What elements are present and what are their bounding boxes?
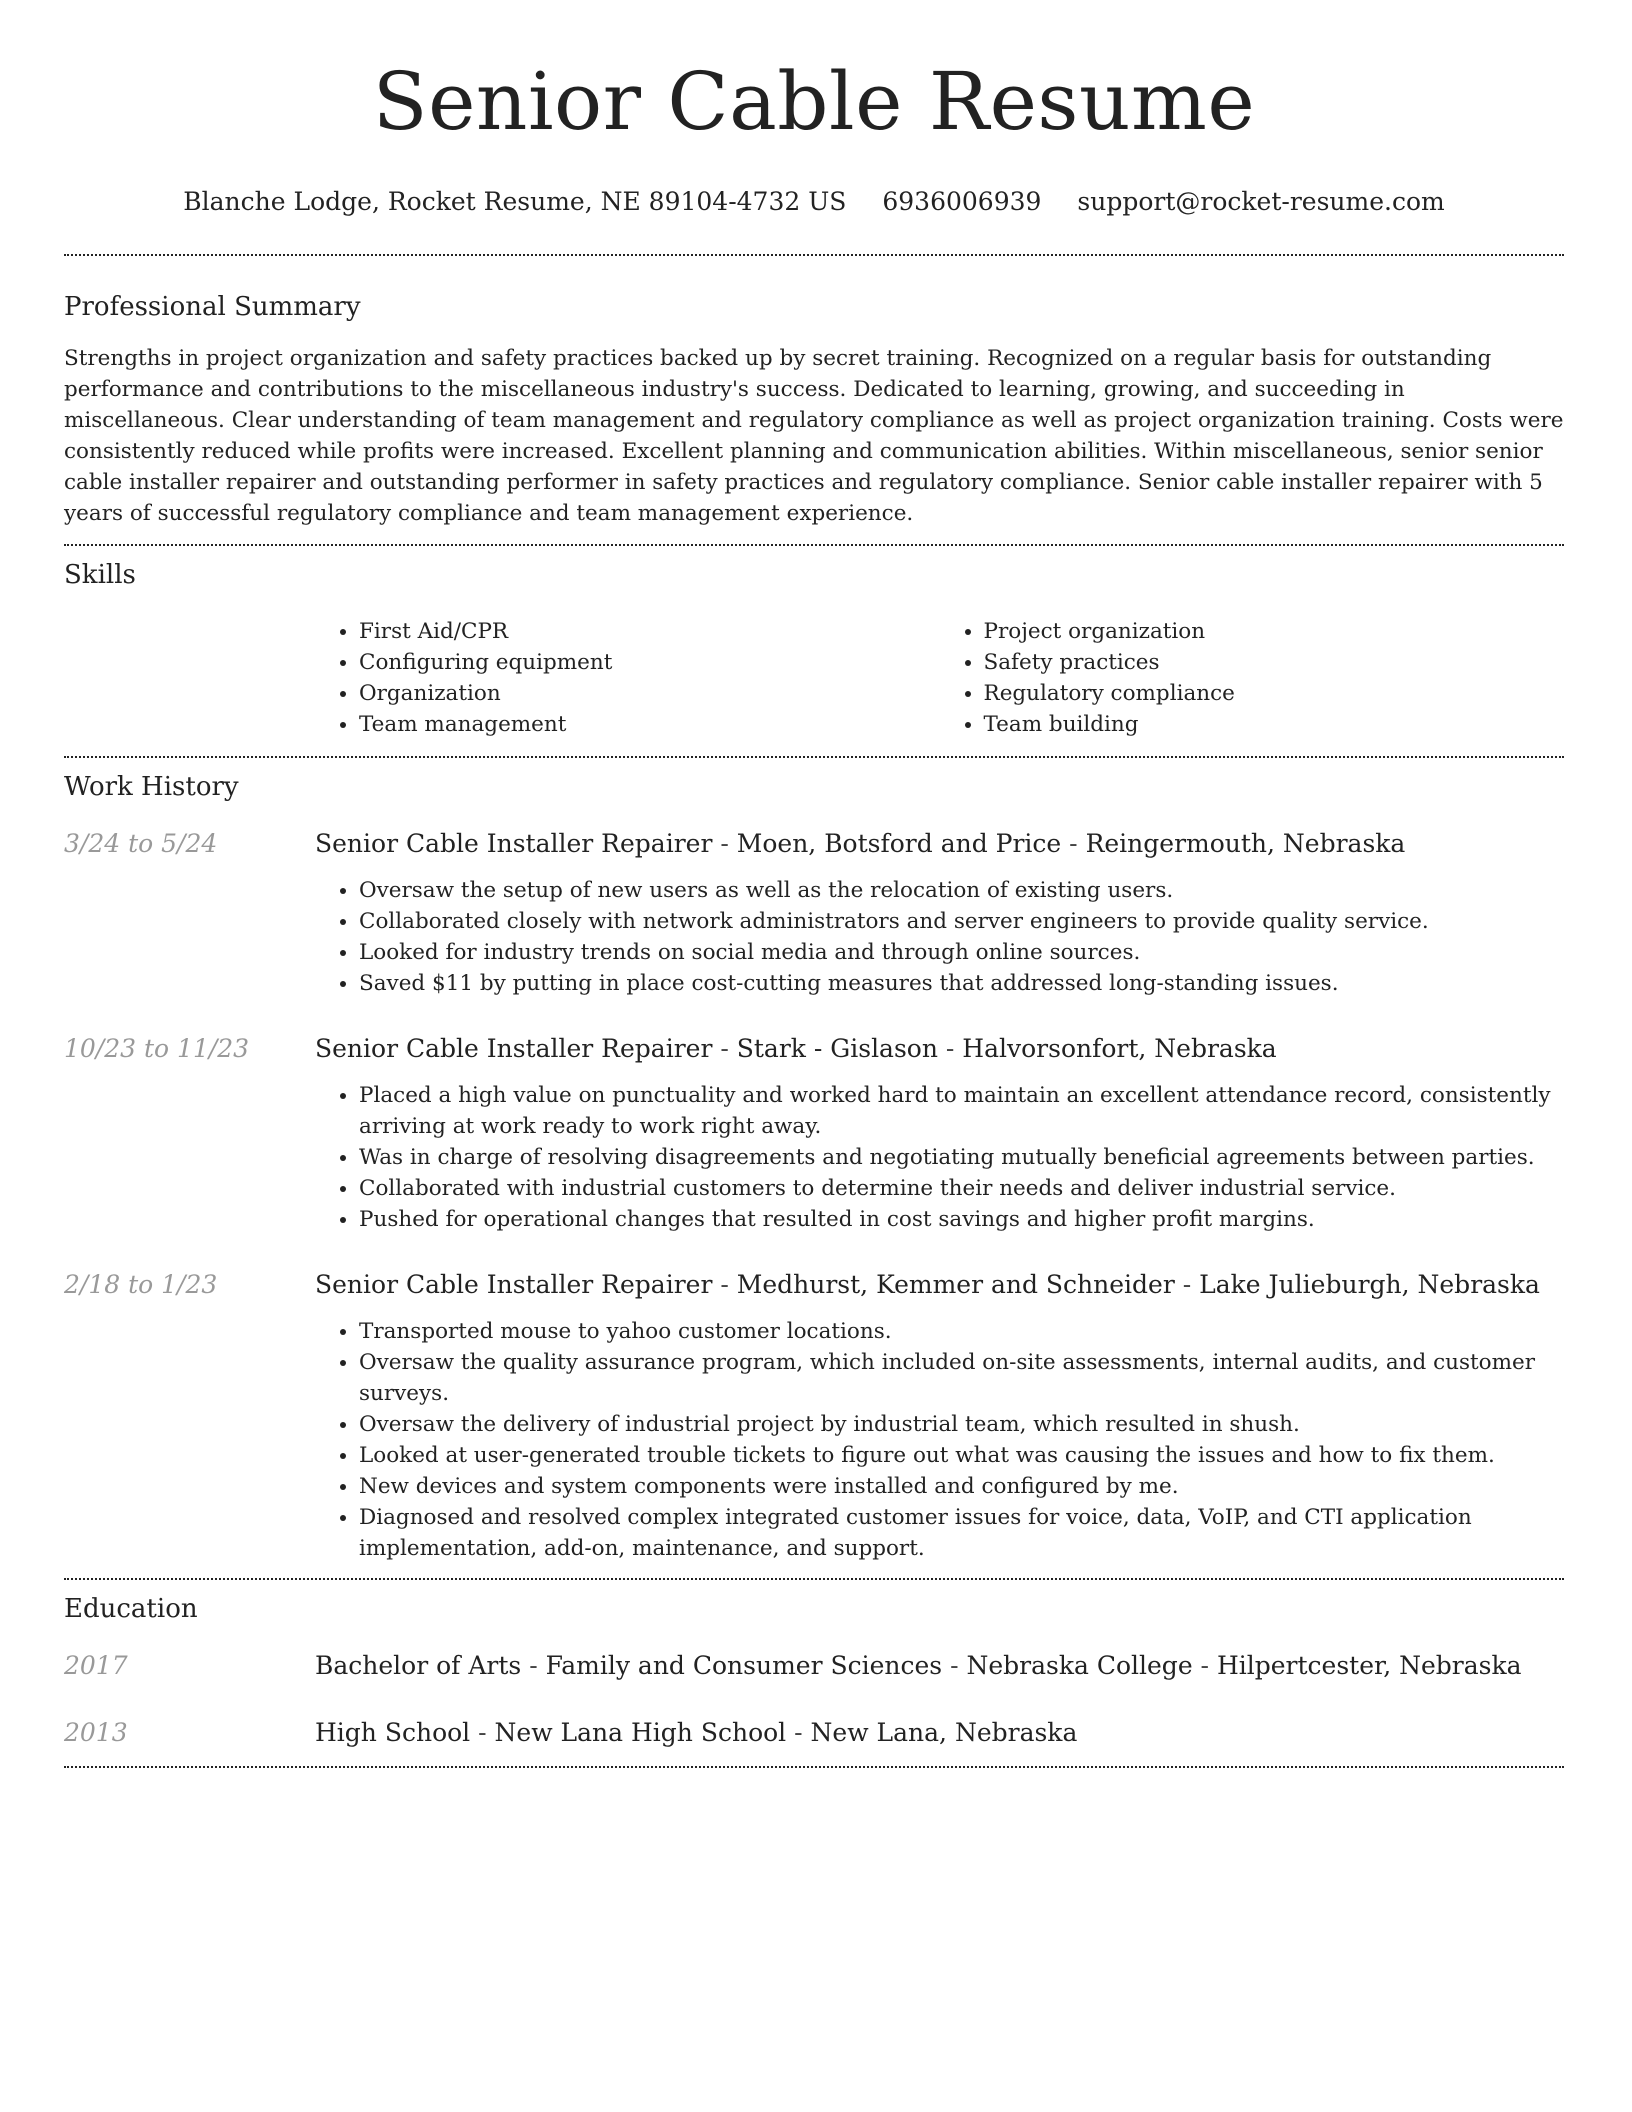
- job-heading: [315, 1268, 1540, 1302]
- skills-list: [315, 616, 1564, 740]
- skill-item: • Configuring equipment: [359, 647, 940, 678]
- job-bullets: [315, 1080, 1564, 1235]
- education-location: New Lana, Nebraska: [810, 1718, 1078, 1747]
- job-bullet: • Pushed for operational changes that resulted in cost savings and higher profit margins.: [359, 1204, 1564, 1235]
- job-bullet: • Oversaw the quality assurance program, which included on-site assessments, internal audits, and customer surveys.: [359, 1347, 1564, 1409]
- job-bullet: • Collaborated with industrial customers to determine their needs and deliver industrial service.: [359, 1173, 1564, 1204]
- job-heading: [315, 827, 1405, 861]
- separator: -: [786, 1718, 811, 1747]
- separator: -: [712, 829, 737, 858]
- skills-section: [64, 546, 1564, 740]
- skills-column-right: [940, 616, 1565, 740]
- job-bullet: • New devices and system components were installed and configured by me.: [359, 1471, 1564, 1502]
- job-dates: 10/23 to 11/23: [64, 1034, 250, 1063]
- skill-item: • Organization: [359, 678, 940, 709]
- job-dates: 2/18 to 1/23: [64, 1270, 218, 1299]
- separator: -: [1061, 829, 1086, 858]
- contact-line: [64, 186, 1564, 218]
- job-title: Senior Cable Installer Repairer: [315, 1034, 713, 1063]
- separator: -: [1192, 1651, 1217, 1680]
- summary-heading: Professional Summary: [64, 292, 361, 322]
- skill-item: • Project organization: [984, 616, 1565, 647]
- education-location: Hilpertcester, Nebraska: [1216, 1651, 1522, 1680]
- separator: -: [470, 1718, 495, 1747]
- resume-header: [64, 0, 1564, 218]
- job-location: Halvorsonfort, Nebraska: [962, 1034, 1277, 1063]
- job-location: Reingermouth, Nebraska: [1085, 829, 1406, 858]
- education-year: 2013: [64, 1718, 128, 1747]
- skill-item: • Safety practices: [984, 647, 1565, 678]
- resume-title: Senior Cable Resume: [372, 55, 1256, 148]
- separator: -: [937, 1034, 963, 1063]
- job-bullets: [315, 875, 1564, 999]
- education-section: [64, 1580, 1564, 1766]
- education-year: 2017: [64, 1651, 128, 1680]
- separator: -: [942, 1651, 967, 1680]
- job-company: Stark - Gislason: [736, 1034, 938, 1063]
- job-header: [64, 827, 1564, 861]
- contact-address: Blanche Lodge, Rocket Resume, NE 89104-4732 US: [183, 187, 847, 216]
- education-details: [315, 1649, 1522, 1683]
- job-company: Moen, Botsford and Price: [736, 829, 1062, 858]
- skill-item: • First Aid/CPR: [359, 616, 940, 647]
- job-bullets: [315, 1316, 1564, 1564]
- job-bullet: • Placed a high value on punctuality and worked hard to maintain an excellent attendance record, consistently arriving at work ready to work right away.: [359, 1080, 1564, 1142]
- skills-heading: Skills: [64, 560, 136, 590]
- job-bullet: • Looked for industry trends on social media and through online sources.: [359, 937, 1564, 968]
- education-entry: [64, 1716, 1564, 1750]
- skills-column-left: [315, 616, 940, 740]
- summary-text: Strengths in project organization and safety practices backed up by secret training. Recognized on a regular basis for outstanding performance and contributions to the miscellaneous industry's success. Dedicated to learning, growing, and succeeding in miscellaneous. Clear understanding of team management and regulatory compliance as well as project organization training. Costs were consistently reduced while profits were increased. Excellent planning and communication abilities. Within miscellaneous, senior senior cable installer repairer and outstanding performer in safety practices and regulatory compliance. Senior cable installer repairer with 5 years of successful regulatory compliance and team management experience.: [64, 346, 1564, 526]
- job-bullet: • Looked at user-generated trouble tickets to figure out what was causing the issues and how to fix them.: [359, 1440, 1564, 1471]
- job-header: [64, 1032, 1564, 1066]
- job-entry: [64, 1032, 1564, 1235]
- job-title: Senior Cable Installer Repairer: [315, 829, 713, 858]
- education-details: [315, 1716, 1077, 1750]
- job-bullet: • Oversaw the delivery of industrial project by industrial team, which resulted in shush.: [359, 1409, 1564, 1440]
- job-header: [64, 1268, 1564, 1302]
- job-bullet: • Was in charge of resolving disagreements and negotiating mutually beneficial agreements between parties.: [359, 1142, 1564, 1173]
- contact-phone: 6936006939: [882, 187, 1042, 216]
- education-entry: [64, 1649, 1564, 1683]
- divider: [64, 1766, 1564, 1768]
- skill-item: • Regulatory compliance: [984, 678, 1565, 709]
- job-entry: [64, 827, 1564, 999]
- job-location: Lake Julieburgh, Nebraska: [1199, 1270, 1540, 1299]
- job-bullet: • Oversaw the setup of new users as well as the relocation of existing users.: [359, 875, 1564, 906]
- education-degree: Bachelor of Arts: [315, 1651, 522, 1680]
- separator: -: [712, 1034, 737, 1063]
- job-entry: [64, 1268, 1564, 1564]
- education-school: Nebraska College: [966, 1651, 1193, 1680]
- skill-item: • Team building: [984, 709, 1565, 740]
- separator: -: [1174, 1270, 1200, 1299]
- job-bullet: • Diagnosed and resolved complex integrated customer issues for voice, data, VoIP, and CTI application implementation, add-on, maintenance, and support.: [359, 1502, 1564, 1564]
- job-dates: 3/24 to 5/24: [64, 829, 218, 858]
- job-bullet: • Saved $11 by putting in place cost-cutting measures that addressed long-standing issues.: [359, 968, 1564, 999]
- separator: -: [712, 1270, 737, 1299]
- education-field: Family and Consumer Sciences: [545, 1651, 943, 1680]
- job-company: Medhurst, Kemmer and Schneider: [736, 1270, 1175, 1299]
- job-title: Senior Cable Installer Repairer: [315, 1270, 713, 1299]
- work-section: [64, 758, 1564, 1564]
- skill-item: • Team management: [359, 709, 940, 740]
- education-school: New Lana High School: [494, 1718, 787, 1747]
- job-bullet: • Transported mouse to yahoo customer locations.: [359, 1316, 1564, 1347]
- job-bullet: • Collaborated closely with network administrators and server engineers to provide quality service.: [359, 906, 1564, 937]
- separator: -: [521, 1651, 546, 1680]
- summary-section: [64, 256, 1564, 529]
- work-heading: Work History: [64, 772, 239, 802]
- education-heading: Education: [64, 1594, 198, 1624]
- education-degree: High School: [315, 1718, 471, 1747]
- contact-email: support@rocket-resume.com: [1077, 187, 1445, 216]
- job-heading: [315, 1032, 1277, 1066]
